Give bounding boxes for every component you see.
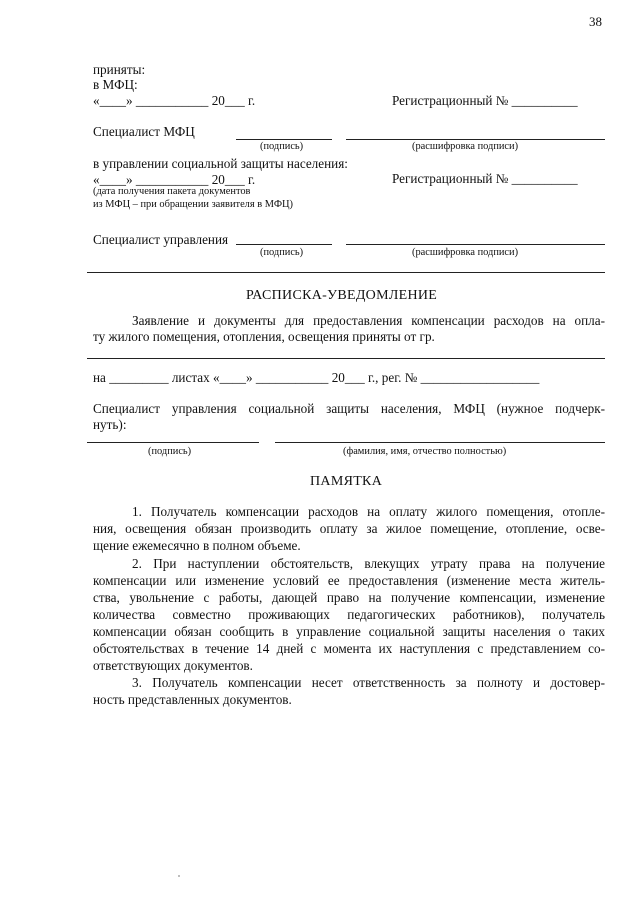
memo-p1-line3: щение ежемесячно в полном объеме.	[93, 538, 301, 553]
mfc-decode-line	[346, 139, 605, 140]
receipt-signature-line	[87, 442, 259, 443]
memo-p2-line6: обстоятельствах в течение 14 дней с момента их наступления с представлением со-	[93, 641, 605, 656]
scan-speck	[178, 875, 180, 877]
memo-p2-line4: количества совместно проживающих педагогических работников), получатель	[93, 607, 605, 622]
department-decode-caption: (расшифровка подписи)	[412, 247, 519, 258]
mfc-registration-number: Регистрационный № __________	[392, 93, 578, 108]
page-number: 38	[589, 14, 602, 29]
section-divider	[87, 272, 605, 273]
mfc-date-field: «____» ___________ 20___ г.	[93, 93, 256, 108]
receipt-specialist-line1: Специалист управления социальной защиты населения, МФЦ (нужное подчерк-	[93, 401, 605, 416]
department-decode-line	[346, 244, 605, 245]
date-note-line2: из МФЦ – при обращении заявителя в МФЦ)	[93, 199, 294, 210]
department-heading: в управлении социальной защиты населения:	[93, 156, 348, 171]
date-note-line1: (дата получения пакета документов	[93, 186, 251, 197]
mfc-signature-line	[236, 139, 332, 140]
memo-p1-line2: ния, освещения обязан производить оплату за жилое помещение, отопление, осве-	[93, 521, 605, 536]
in-mfc-label: в МФЦ:	[93, 77, 138, 92]
receipt-signature-caption: (подпись)	[148, 446, 192, 457]
department-registration-number: Регистрационный № __________	[392, 171, 578, 186]
department-date-field: «____» ___________ 20___ г.	[93, 172, 256, 187]
memo-p2-line7: ответствующих документов.	[93, 658, 253, 673]
memo-p2-line1: 2. При наступлении обстоятельств, влекущих утрату права на получение	[132, 556, 605, 571]
department-specialist-label: Специалист управления	[93, 232, 229, 247]
receipt-fio-caption: (фамилия, имя, отчество полностью)	[343, 446, 507, 457]
receipt-line2: ту жилого помещения, отопления, освещения приняты от гр.	[93, 329, 435, 344]
memo-title: ПАМЯТКА	[310, 474, 383, 489]
applicant-name-line	[87, 358, 605, 359]
mfc-decode-caption: (расшифровка подписи)	[412, 141, 519, 152]
memo-p2-line5: компенсации обязан сообщить в управление социальной защиты населения о таких	[93, 624, 605, 639]
memo-p3-line1: 3. Получатель компенсации несет ответственность за полноту и достовер-	[132, 675, 605, 690]
department-signature-caption: (подпись)	[260, 247, 304, 258]
memo-p3-line2: ность представленных документов.	[93, 692, 292, 707]
mfc-signature-caption: (подпись)	[260, 141, 304, 152]
receipt-fio-line	[275, 442, 605, 443]
memo-p2-line2: компенсации или изменение условий ее предоставления (изменение места житель-	[93, 573, 605, 588]
receipt-specialist-line2: нуть):	[93, 417, 127, 432]
receipt-sheets-line: на _________ листах «____» ___________ 20___ г., рег. № __________________	[93, 370, 540, 385]
department-signature-line	[236, 244, 332, 245]
accepted-label: приняты:	[93, 62, 146, 77]
memo-p1-line1: 1. Получатель компенсации расходов на оплату жилого помещения, отопле-	[132, 504, 605, 519]
memo-p2-line3: ства, увольнение с работы, дающей право на получение компенсации, изменение	[93, 590, 605, 605]
receipt-title: РАСПИСКА-УВЕДОМЛЕНИЕ	[246, 288, 438, 303]
receipt-line1: Заявление и документы для предоставления компенсации расходов на опла-	[132, 313, 605, 328]
mfc-specialist-label: Специалист МФЦ	[93, 124, 195, 139]
